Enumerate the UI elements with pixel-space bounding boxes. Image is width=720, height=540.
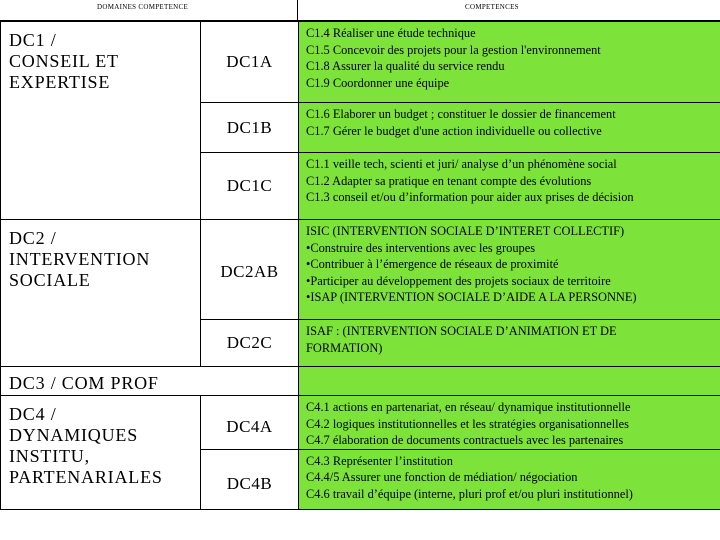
code-dc1c: DC1C xyxy=(201,153,299,220)
competence-item: Participer au développement des projets sociaux de territoire xyxy=(310,273,611,288)
competences-dc1b xyxy=(299,103,720,153)
competences-dc1c xyxy=(299,153,720,220)
code-dc4a: DC4A xyxy=(201,396,299,450)
competence-item: C4.6 travail d’équipe (interne, pluri prof et/ou pluri institutionnel) xyxy=(306,486,633,501)
competence-item: FORMATION) xyxy=(306,340,383,355)
competences-dc4a xyxy=(299,396,720,450)
competences-dc3 xyxy=(299,367,720,396)
code-dc2c: DC2C xyxy=(201,320,299,367)
competence-item: C4.7 élaboration de documents contractuels avec les partenaires xyxy=(306,433,624,447)
code-dc2ab: DC2AB xyxy=(201,220,299,320)
competence-item: ISAP (INTERVENTION SOCIALE D’AIDE A LA PERSONNE) xyxy=(310,290,637,304)
row-dc4a xyxy=(1,396,720,450)
header-competences: COMPETENCES xyxy=(465,3,519,11)
competence-item: C1.6 Elaborer un budget ; constituer le dossier de financement xyxy=(306,107,616,121)
competence-item: C1.1 veille tech, scienti et juri/ analyse d’un phénomène social xyxy=(306,157,617,171)
competences-dc2c xyxy=(299,320,720,367)
competences-dc1a xyxy=(299,22,720,103)
competence-item: C1.9 Coordonner une équipe xyxy=(306,75,450,90)
row-dc1a xyxy=(1,22,720,103)
competence-heading: ISIC (INTERVENTION SOCIALE D’INTERET COLLECTIF) xyxy=(306,224,625,238)
competence-item: C1.3 conseil et/ou d’information pour aider aux prises de décision xyxy=(306,190,634,204)
competence-item: Construire des interventions avec les groupes xyxy=(310,240,536,255)
domain-dc4: DC4 / DYNAMIQUES INSTITU, PARTENARIALES xyxy=(1,396,201,510)
competence-item: C4.1 actions en partenariat, en réseau/ dynamique institutionnelle xyxy=(306,400,631,414)
competence-item: C1.4 Réaliser une étude technique xyxy=(306,26,476,40)
competence-item: C1.5 Concevoir des projets pour la gestion l'environnement xyxy=(306,42,601,57)
competence-item: C4.2 logiques institutionnelles et les stratégies organisationnelles xyxy=(306,416,629,431)
competence-item: Contribuer à l’émergence de réseaux de proximité xyxy=(310,257,559,271)
domain-dc2: DC2 / INTERVENTION SOCIALE xyxy=(1,220,201,367)
competences-dc2ab xyxy=(299,220,720,320)
competence-grid xyxy=(0,21,720,510)
domain-dc1: DC1 / CONSEIL ET EXPERTISE xyxy=(1,22,201,220)
competence-item: C4.4/5 Assurer une fonction de médiation/ négociation xyxy=(306,470,578,484)
competence-item: C1.8 Assurer la qualité du service rendu xyxy=(306,59,505,73)
domain-dc3: DC3 / COM PROF xyxy=(1,367,299,396)
code-dc1a: DC1A xyxy=(201,22,299,103)
competence-item: C1.2 Adapter sa pratique en tenant compte des évolutions xyxy=(306,173,592,188)
row-dc3 xyxy=(1,367,720,396)
competence-item: ISAF : (INTERVENTION SOCIALE D’ANIMATION ET DE xyxy=(306,324,617,338)
competence-item: C4.3 Représenter l’institution xyxy=(306,453,453,468)
row-dc2ab xyxy=(1,220,720,320)
header-divider xyxy=(297,0,298,20)
competence-item: C1.7 Gérer le budget d'une action individuelle ou collective xyxy=(306,123,602,138)
competences-dc4b xyxy=(299,449,720,509)
table-header xyxy=(0,0,720,21)
header-domains: DOMAINES COMPETENCE xyxy=(97,3,189,11)
code-dc1b: DC1B xyxy=(201,103,299,153)
code-dc4b: DC4B xyxy=(201,449,299,509)
